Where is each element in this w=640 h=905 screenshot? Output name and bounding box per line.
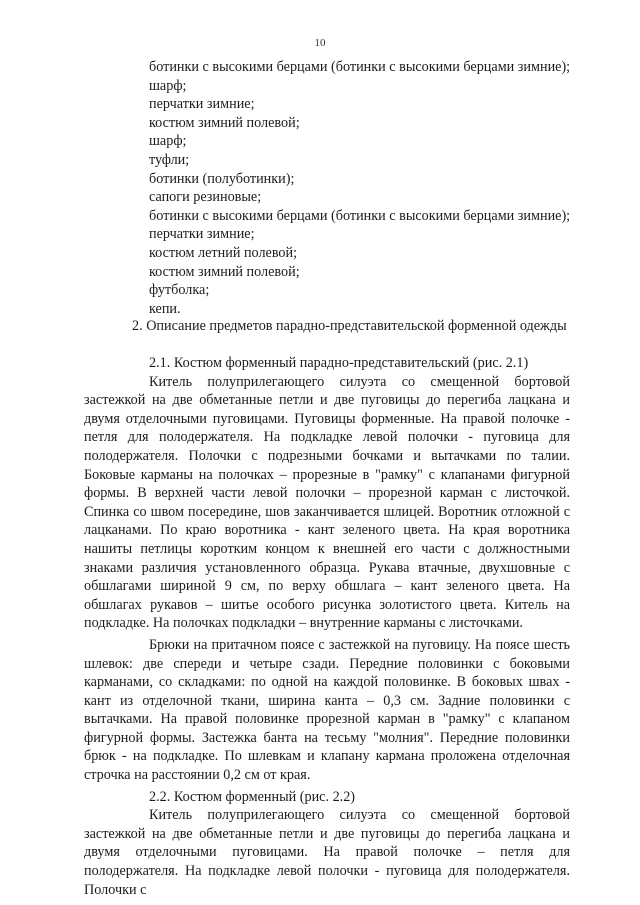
list-item: шарф; (149, 77, 187, 94)
list-item: туфли; (149, 151, 190, 168)
page-number: 10 (314, 37, 326, 49)
paragraph-trousers-description: Брюки на притачном поясе с застежкой на пуговицу. На поясе шесть шлевок: две спереди и четыре сзади. Передние половинки с боковыми карманами, со складками: по одной на каждой половинке. В боковых швах - кант из отделочной ткани, ширина канта – 0,3 см. Задние половинки с вытачками. На правой половинке прорезной карман в "рамку" с клапаном фигурной формы. Застежка банта на тесьму "молния". Передние половинки брюк - на подкладке. По шлевкам и клапану кармана проложена отделочная строчка на расстоянии 0,2 см от края. (84, 636, 570, 784)
list-item: костюм зимний полевой; (149, 263, 300, 280)
list-item: костюм зимний полевой; (149, 114, 300, 131)
items-list (149, 58, 589, 318)
document-body (84, 354, 570, 902)
list-item: перчатки зимние; (149, 96, 255, 113)
list-item: перчатки зимние; (149, 226, 255, 243)
list-item: костюм летний полевой; (149, 244, 298, 261)
list-item: кепи. (149, 300, 181, 317)
list-item: шарф; (149, 133, 187, 150)
list-item: ботинки с высокими берцами (ботинки с высокими берцами зимние); (149, 59, 571, 75)
section-heading: 2. Описание предметов парадно-представительской форменной одежды (132, 318, 567, 334)
list-item: ботинки (полуботинки); (149, 170, 295, 187)
subsection-title-1: 2.1. Костюм форменный парадно-представительский (рис. 2.1) (149, 355, 529, 371)
subsection-title-2: 2.2. Костюм форменный (рис. 2.2) (149, 788, 356, 805)
paragraph-jacket-description: Китель полуприлегающего силуэта со смещенной бортовой застежкой на две обметанные петли и две пуговицы до перегиба лацкана и двумя отделочными пуговицами. Пуговицы форменные. На правой полочке - петля для полодержателя. На подкладке левой полочки - пуговица для полодержателя. Полочки с подрезными бочками и вытачками по талии. Боковые карманы на полочках – прорезные в "рамку" с клапанами фигурной формы. В верхней части левой полочки – прорезной карман с листочкой. Спинка со швом посередине, шов заканчивается шлицей. Воротник отложной с лацканами. По краю воротника - кант зеленого цвета. На края воротника нашиты петлицы коротким концом к внешней его части с должностными знаками различия установленного образца. Рукава втачные, двухшовные с обшлагами шириной 9 см, по верху обшлага – кант зеленого цвета. На обшлагах рукавов – шитье особого рисунка золотистого цвета. Китель на подкладке. На полочках подкладки – внутренние карманы с листочками. (84, 373, 570, 632)
paragraph-jacket-description-2: Китель полуприлегающего силуэта со смещенной бортовой застежкой на две обметанные петли и две пуговицы до перегиба лацкана и двумя отделочными пуговицами. На правой полочке – петля для полодержателя. На подкладке левой полочки - пуговица для полодержателя. Полочки с (84, 807, 570, 898)
list-item: футболка; (149, 282, 210, 299)
list-item: сапоги резиновые; (149, 189, 262, 206)
list-item: ботинки с высокими берцами (ботинки с высокими берцами зимние); (149, 207, 571, 224)
